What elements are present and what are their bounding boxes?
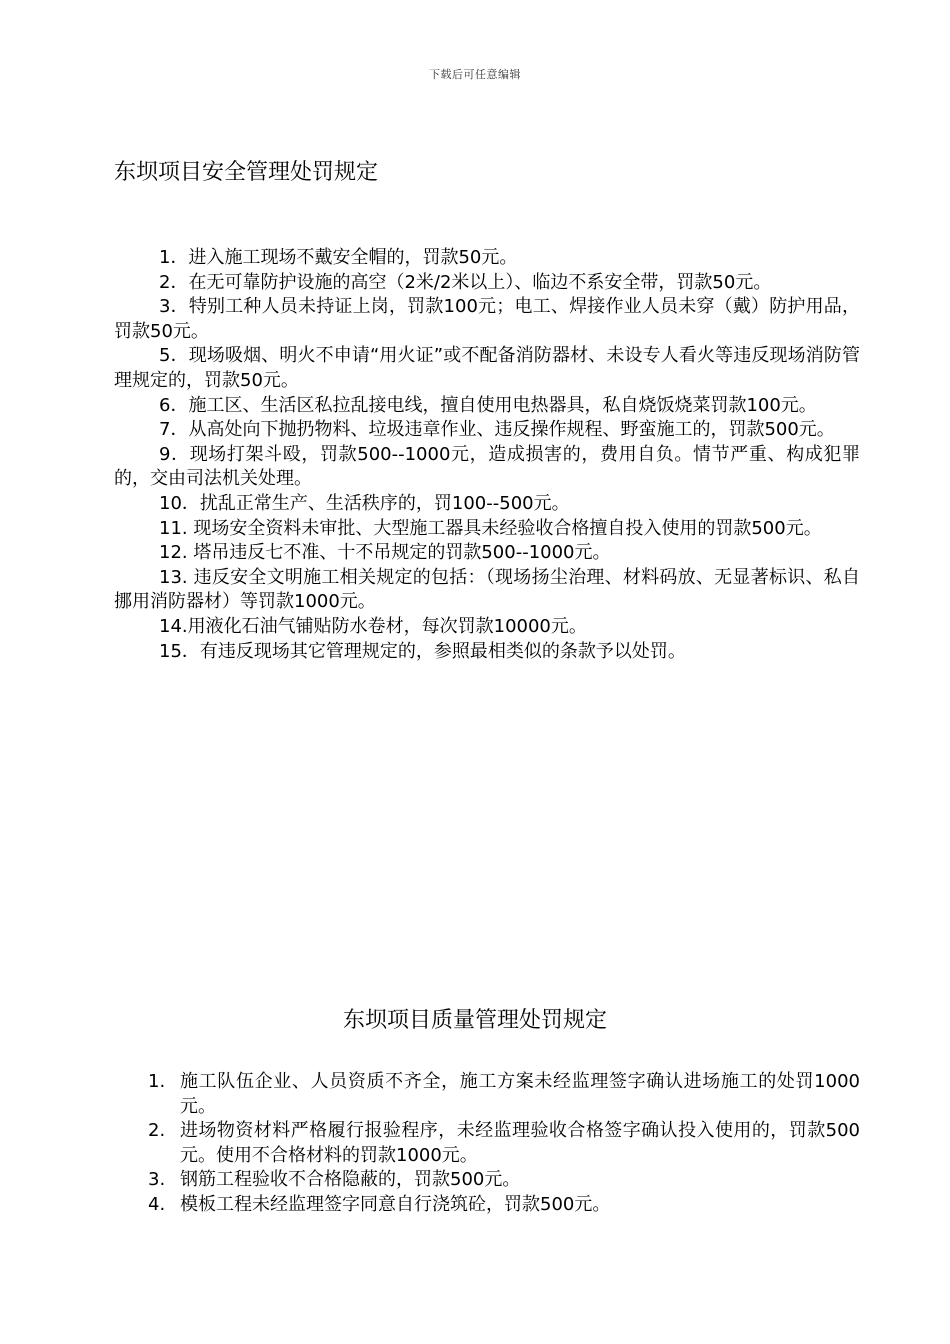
quality-rule-number: 2. [148, 1120, 166, 1142]
quality-rule-2 [148, 1119, 860, 1168]
safety-section-title: 东坝项目安全管理处罚规定 [114, 160, 379, 185]
safety-rule-7: 7．从高处向下抛扔物料、垃圾违章作业、违反操作规程、野蛮施工的，罚款500元。 [159, 419, 835, 441]
safety-rule-12: 12. 塔吊违反七不准、十不吊规定的罚款500--1000元。 [159, 542, 611, 564]
quality-rule-text: 钢筋工程验收不合格隐蔽的，罚款500元。 [180, 1169, 521, 1191]
safety-rule-13: 13. 违反安全文明施工相关规定的包括：（现场扬尘治理、材料码放、无显著标识、私自挪用消防器材）等罚款1000元。 [114, 566, 860, 613]
safety-rule-5: 5．现场吸烟、明火不申请“用火证”或不配备消防器材、未设专人看火等违反现场消防管理规定的，罚款50元。 [114, 345, 860, 391]
safety-rules-list [114, 246, 860, 664]
quality-rule-number: 4. [148, 1193, 166, 1215]
quality-rule-text: 进场物资材料严格履行报验程序，未经监理验收合格签字确认投入使用的，罚款500元。使用不合格材料的罚款1000元。 [180, 1120, 860, 1166]
quality-section-title: 东坝项目质量管理处罚规定 [342, 1008, 607, 1033]
safety-rule-1: 1．进入施工现场不戴安全帽的，罚款50元。 [159, 247, 518, 268]
page-header: 下载后可任意编辑 [429, 68, 521, 81]
safety-rule-11: 11. 现场安全资料未审批、大型施工器具未经验收合格擅自投入使用的罚款500元。 [159, 517, 822, 539]
safety-rule-2: 2．在无可靠防护设施的高空（2米/2米以上）、临边不系安全带，罚款50元。 [159, 271, 772, 293]
quality-rule-number: 1. [148, 1071, 166, 1092]
quality-rule-1 [148, 1070, 860, 1119]
quality-rule-4 [148, 1193, 860, 1218]
quality-rule-text: 施工队伍企业、人员资质不齐全，施工方案未经监理签字确认进场施工的处罚1000元。 [180, 1071, 860, 1117]
quality-rule-number: 3. [148, 1169, 166, 1191]
quality-rule-3 [148, 1168, 860, 1193]
safety-rule-10: 10．扰乱正常生产、生活秩序的，罚100--500元。 [159, 492, 570, 514]
safety-rule-9: 9．现场打架斗殴，罚款500--1000元，造成损害的，费用自负。情节严重、构成犯罪的，交由司法机关处理。 [114, 443, 860, 490]
safety-rule-14: 14.用液化石油气铺贴防水卷材，每次罚款10000元。 [159, 615, 587, 637]
quality-rule-text: 模板工程未经监理签字同意自行浇筑砼，罚款500元。 [180, 1193, 611, 1215]
safety-rule-15: 15．有违反现场其它管理规定的，参照最相类似的条款予以处罚。 [159, 640, 686, 662]
quality-rules-list [148, 1070, 860, 1218]
safety-rule-6: 6．施工区、生活区私拉乱接电线，擅自使用电热器具，私自烧饭烧菜罚款100元。 [159, 394, 817, 416]
safety-rule-3: 3．特别工种人员未持证上岗，罚款100元；电工、焊接作业人员未穿（戴）防护用品，罚款50元。 [114, 296, 860, 342]
